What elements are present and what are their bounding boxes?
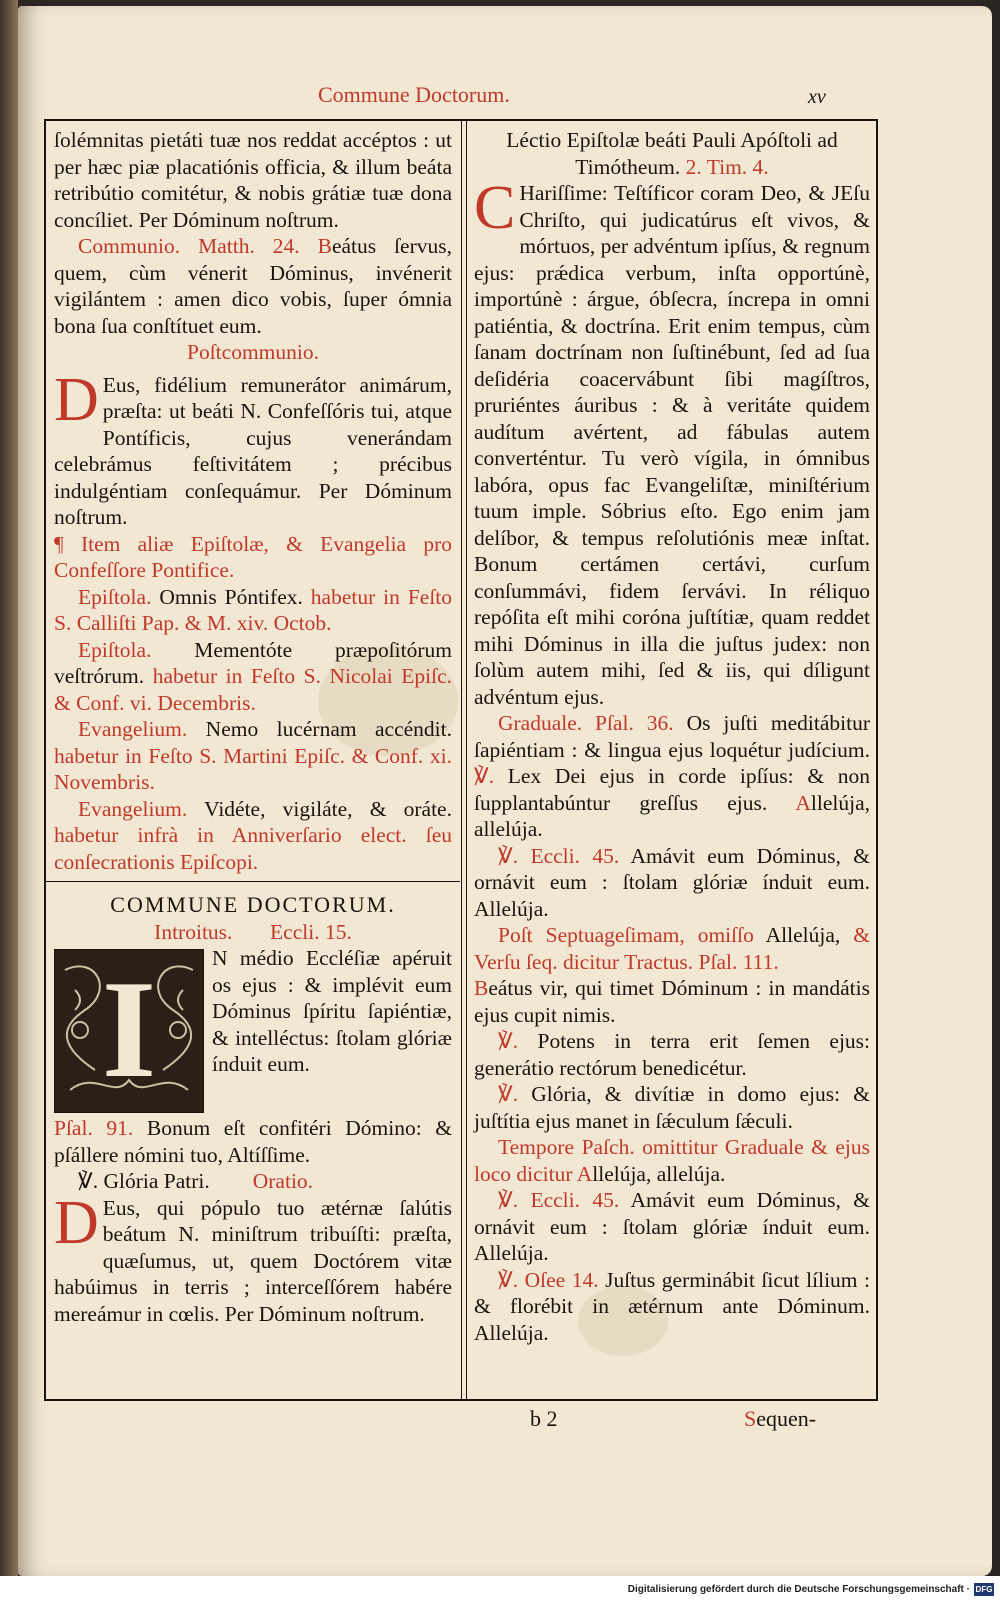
page-number: xv <box>808 86 826 108</box>
drop-initial: C <box>474 174 516 242</box>
text-frame <box>44 119 878 1401</box>
drop-initial: D <box>54 365 99 434</box>
catchword <box>744 1406 816 1432</box>
osee-verse <box>474 1267 870 1347</box>
lectio-text: Hariſſime: Teſtíficor coram Deo, & JEſu Chriſto, qui judicatúrus eſt vivos, & mórtuos, per advéntum ipſíus, & regnum ejus: prǽdica verbum, inſta opportúnè, importúnè : árgue, óbſecra, íncrepa in omni patiéntia, & doctrína. Erit enim tempus, cùm ſanam doctrínam non ſuſtinébunt, ſed ad ſua deſidéria coacervábunt ſibi magíſtros, pruriéntes áuribus : & à veritáte quidem audítum avértent, ad fábulas autem converténtur. Tu verò vígila, in ómnibus labóra, opus fac Evangeliſtæ, miniſtérium tuum imple. Sóbrius eſto. Ego enim jam delíbor, & tempus reſolutiónis meæ inſtat. Bonum certámen certávi, curſum conſummávi, fidem ſervávi. In réliquo repóſita eſt mihi coróna juſtítiæ, quam reddet mihi Dóminus in illa die juſtus judex: non ſolùm autem mihi, ſed & iis, qui díligunt advéntum ejus. <box>474 181 870 709</box>
gospel-2-text: Vidéte, vigiláte, & oráte. <box>204 796 452 821</box>
gospel-1-text: Nemo lucérnam accéndit. <box>205 717 452 741</box>
epistle-2-ref: habetur in Feſto S. Nicolai Epiſc. & Conf. vi. Decembris. <box>54 664 452 715</box>
alleluia-initial: A <box>576 1161 593 1186</box>
woodcut-initial <box>54 949 204 1113</box>
beatus-text: eátus vir, qui timet Dóminum : in mandátis ejus cupit nimis. <box>474 976 870 1027</box>
osee-label: ℣. Oſee 14. <box>498 1267 599 1292</box>
eccli-text-1: Amávit eum Dóminus, & ornávit eum : ſtolam glóriæ índuit eum. Allelúja. <box>474 843 870 921</box>
versicle-mark: ℣. <box>498 1029 519 1053</box>
woodcut-letter: I <box>101 952 157 1107</box>
epistle-2 <box>54 637 452 717</box>
gospel-1-ref: habetur in Feſto S. Martini Epiſc. & Conf. xi. Novembris. <box>54 743 452 794</box>
eccli-verse-1 <box>474 843 870 923</box>
graduale <box>474 710 870 843</box>
postcommunio-text: Eus, fidélium remunerátor animárum, præſta: ut beáti N. Confeſſóris tui, atque Pontíficis, cujus venerándam celebrámus feſtivitátem ; précibus indulgéntiam conſequámur. Per Dóminum noſtrum. <box>54 372 452 529</box>
tract-beatus <box>474 975 870 1028</box>
column-divider <box>461 121 467 1399</box>
alleluia-text: llelúja, allelúja. <box>592 1161 726 1186</box>
right-column <box>474 127 870 1346</box>
epistle-1-ref: habetur in Feſto S. Calliſti Pap. & M. xiv. Octob. <box>54 584 453 635</box>
tract-gloria <box>474 1081 870 1134</box>
graduale-label: Graduale. Pſal. 36. <box>498 711 674 735</box>
communio-label: Communio. Matth. 24. <box>78 234 300 258</box>
catchword-text: equen- <box>756 1406 817 1431</box>
signature-mark: b 2 <box>530 1406 558 1431</box>
eccli-verse-2 <box>474 1187 870 1267</box>
introit-text: N médio Eccléſiæ apéruit os ejus : & implévit eum Dóminus ſpíritu ſapiéntiæ, & intelléctus: ſtolam glóriæ índuit eum. <box>212 946 452 1076</box>
graduale-text: Os juſti meditábitur ſapiéntiam : & lingua ejus loquétur judícium. <box>474 711 870 762</box>
epistle-2-text: Mementóte præpoſitórum veſtrórum. <box>54 637 453 688</box>
versicle-mark: ℣. <box>498 1082 519 1106</box>
communio <box>54 233 452 339</box>
digitization-bar <box>0 1576 1000 1601</box>
psalm-verse <box>54 1115 452 1168</box>
gospel-2-label: Evangelium. <box>78 796 188 821</box>
epistle-1 <box>54 584 452 637</box>
communio-initial: B <box>317 234 332 258</box>
oratio-label: Oratio. <box>252 1169 314 1193</box>
septuagesima-alleluia: Allelúja, <box>765 923 841 947</box>
book-page <box>18 6 992 1576</box>
eccli-label-2: ℣. Eccli. 45. <box>498 1188 620 1212</box>
section-rule <box>46 881 460 882</box>
gloria-patri: ℣. Glória Patri. <box>78 1169 210 1193</box>
communio-text: eátus ſervus, quem, cùm vénerit Dóminus, invénerit vigilántem : amen dico vobis, ſuper ómnia bona ſua conſtítuet eum. <box>54 234 452 338</box>
item-alias-rubric: ¶ Item aliæ Epiſtolæ, & Evangelia pro Confeſſore Pontifice. <box>54 531 452 582</box>
alleluia-text: llelúja, allelúja. <box>474 790 870 841</box>
oratio-text: Eus, qui pópulo tuo ætérnæ ſalútis beátum N. miniſtrum tribuíſti: præſta, quæſumus, ut, quem Doctórem vitæ habúimus in terris ; interceſſórem habére mereámur in cœlis. Per Dóminum noſtrum. <box>54 1195 452 1326</box>
postcommunio-heading: Poſtcommunio. <box>187 340 319 364</box>
graduale-verse: Lex Dei ejus in corde ipſíus: & non ſupplantabúntur greſſus ejus. <box>474 764 870 815</box>
running-title: Commune Doctorum. <box>318 82 510 107</box>
left-column <box>54 127 452 1327</box>
gospel-2 <box>54 796 452 876</box>
digitization-notice: Digitalisierung gefördert durch die Deutsche Forschungsgemeinschaft · <box>627 1584 970 1595</box>
catchword-initial: S <box>744 1406 757 1431</box>
introitus-label: Introitus. <box>154 919 233 944</box>
septuagesima-text-2: & Verſu ſeq. dicitur Tractus. Pſal. 111. <box>474 923 870 974</box>
postcommunio-prayer <box>54 365 452 531</box>
tract-potens <box>474 1028 870 1081</box>
oratio-prayer <box>54 1188 452 1328</box>
lectio-text-block <box>474 174 870 710</box>
lectio-heading <box>474 127 870 180</box>
potens-text: Potens in terra erit ſemen ejus: generátio rectórum benedicétur. <box>474 1029 871 1080</box>
eccli-text-2: Amávit eum Dóminus, & ornávit eum : ſtolam glóriæ índuit eum. Allelúja. <box>474 1188 870 1265</box>
gospel-2-ref: habetur infrà in Anniverſario elect. ſeu conſecrationis Epiſcopi. <box>54 823 452 874</box>
paschal-rubric <box>474 1134 870 1187</box>
epistle-2-label: Epiſtola. <box>78 637 152 662</box>
gloria-text: Glória, & divítiæ in domo ejus: & juſtítia ejus manet in ſǽculum ſǽculi. <box>474 1082 871 1133</box>
prayer-ending: ſolémnitas pietáti tuæ nos reddat accéptos : ut per hæc piæ placatiónis officia, & illum beáta retribútio comitétur, & nobis grátiæ tuæ dona concíliet. Per Dóminum noſtrum. <box>54 128 452 232</box>
septuagesima-rubric <box>474 922 870 975</box>
page-header <box>18 82 992 112</box>
epistle-1-text: Omnis Póntifex. <box>159 584 303 609</box>
psalm-text: Bonum eſt confitéri Dómino: & pſállere nómini tuo, Altíſſime. <box>54 1116 452 1167</box>
introit <box>54 945 452 1107</box>
eccli-label-1: ℣. Eccli. 45. <box>498 843 620 868</box>
gloria-oratio-line <box>54 1168 452 1195</box>
epistle-1-label: Epiſtola. <box>78 584 152 609</box>
book-binding <box>0 0 18 1601</box>
introitus-ref: Eccli. 15. <box>270 919 352 944</box>
drop-initial: D <box>54 1188 99 1257</box>
versicle-mark: ℣. <box>474 764 495 788</box>
beatus-initial: B <box>474 976 489 1000</box>
introitus-heading <box>54 919 452 946</box>
osee-text: Juſtus germinábit ſicut lílium : & florébit in ætérnum ante Dóminum. Allelúja. <box>474 1267 871 1345</box>
alleluia-initial: A <box>795 790 811 815</box>
septuagesima-text: Poſt Septuageſimam, omiſſo <box>498 923 754 947</box>
lectio-heading-text: Léctio Epiſtolæ beáti Pauli Apóſtoli ad Timótheum. <box>506 128 838 179</box>
gospel-1 <box>54 716 452 796</box>
lectio-ref: 2. Tim. 4. <box>685 154 769 179</box>
paschal-rubric-text: Tempore Paſch. omittitur Graduale & ejus loco dicitur <box>474 1135 870 1186</box>
dfg-logo: DFG <box>975 1585 993 1594</box>
commune-doctorum-heading: COMMUNE DOCTORUM. <box>110 892 396 917</box>
gospel-1-label: Evangelium. <box>78 717 188 741</box>
psalm-label: Pſal. 91. <box>54 1116 134 1140</box>
